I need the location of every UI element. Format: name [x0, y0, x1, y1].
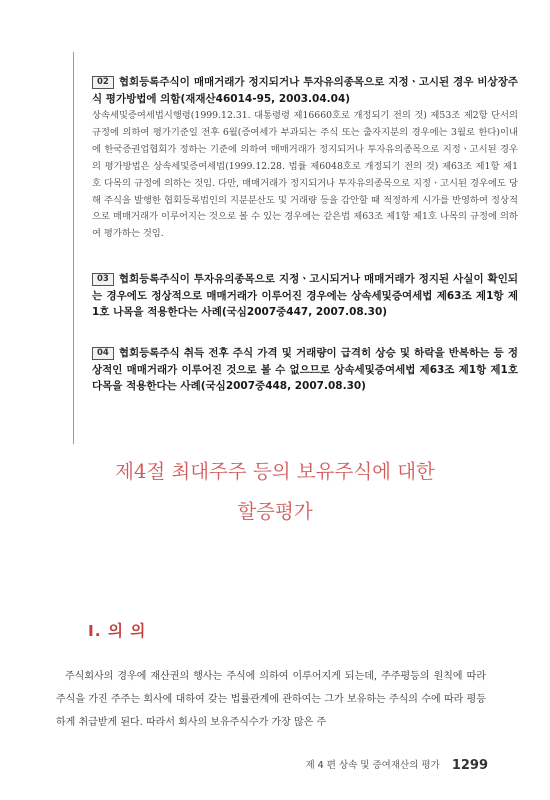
page-footer	[268, 757, 488, 773]
section-title	[0, 452, 550, 532]
section-title-line-1: 제4절 최대주주 등의 보유주식에 대한	[115, 460, 435, 483]
body-paragraph: 주식회사의 경우에 재산권의 행사는 주식에 의하여 이루어지게 되는데, 주주평등의 원칙에 따라 주식을 가진 주주는 회사에 대하여 갖는 법률관계에 관하여는 그가 보유하는 주식의 수에 따라 평등하게 취급받게 된다. 따라서 회사의 보유주식수가 가장 많은 주	[56, 671, 486, 728]
margin-rule	[73, 52, 74, 444]
case-title-text: 협회등록주식이 매매거래가 정지되거나 투자유의종목으로 지정ㆍ고시된 경우 비상장주식 평가방법에 의함(재재산46014-95, 2003.04.04)	[92, 76, 518, 105]
case-number-badge: 04	[92, 347, 114, 360]
case-body: 상속세및증여세법시행령(1999.12.31. 대통령령 제16660호로 개정되기 전의 것) 제53조 제2항 단서의 규정에 의하여 평가기준일 전후 6월(증여세가 부과되는 주식 또는 출자지분의 경우에는 3월로 한다)이내에 한국증권업협회가 정하는 기준에 의하여 매매거래가 정지되거나 투자유의종목으로 지정ㆍ고시된 경우의 평가방법은 상속세및증여세법(1999.12.28. 법률 제6048호로 개정되기 전의 것) 제63조 제1항 제1호 다목의 규정에 의하는 것임. 다만, 매매거래가 정지되거나 투자유의종목으로 지정ㆍ고시된 경우에도 당해 주식을 발행한 협회등록법인의 지분분산도 및 거래량 등을 감안할 때 적정하게 시가를 반영하여 정상적으로 매매거래가 이루어지는 것으로 볼 수 있는 경우에는 같은법 제63조 제1항 제1호 나목의 규정에 의하여 평가하는 것임.	[92, 110, 518, 240]
case-02	[92, 74, 518, 243]
case-title	[92, 345, 518, 395]
case-title-text: 협회등록주식 취득 전후 주식 가격 및 거래량이 급격히 상승 및 하락을 반복하는 등 정상적인 매매거래가 이루어진 것으로 볼 수 없으므로 상속세및증여세법 제63조 제1항 제1호 다목을 적용한다는 사례(국심2007중448, 2007.08.30)	[92, 347, 518, 392]
case-04	[92, 345, 518, 395]
case-title-text: 협회등록주식이 투자유의종목으로 지정ㆍ고시되거나 매매거래가 정지된 사실이 확인되는 경우에도 정상적으로 매매거래가 이루어진 경우에는 상속세및증여세법 제63조 제1항 제1호 나목을 적용한다는 사례(국심2007중447, 2007.08.30)	[92, 273, 518, 318]
page-number: 1299	[451, 758, 488, 773]
case-03	[92, 271, 518, 321]
case-title	[92, 271, 518, 321]
footer-part: 제 4 편	[305, 760, 336, 771]
case-title	[92, 74, 518, 107]
subsection-heading: Ⅰ. 의 의	[88, 622, 147, 640]
footer-title: 상속 및 증여재산의 평가	[338, 760, 440, 771]
case-number-badge: 03	[92, 273, 114, 286]
section-title-line-2: 할증평가	[237, 500, 313, 523]
case-number-badge: 02	[92, 76, 114, 89]
